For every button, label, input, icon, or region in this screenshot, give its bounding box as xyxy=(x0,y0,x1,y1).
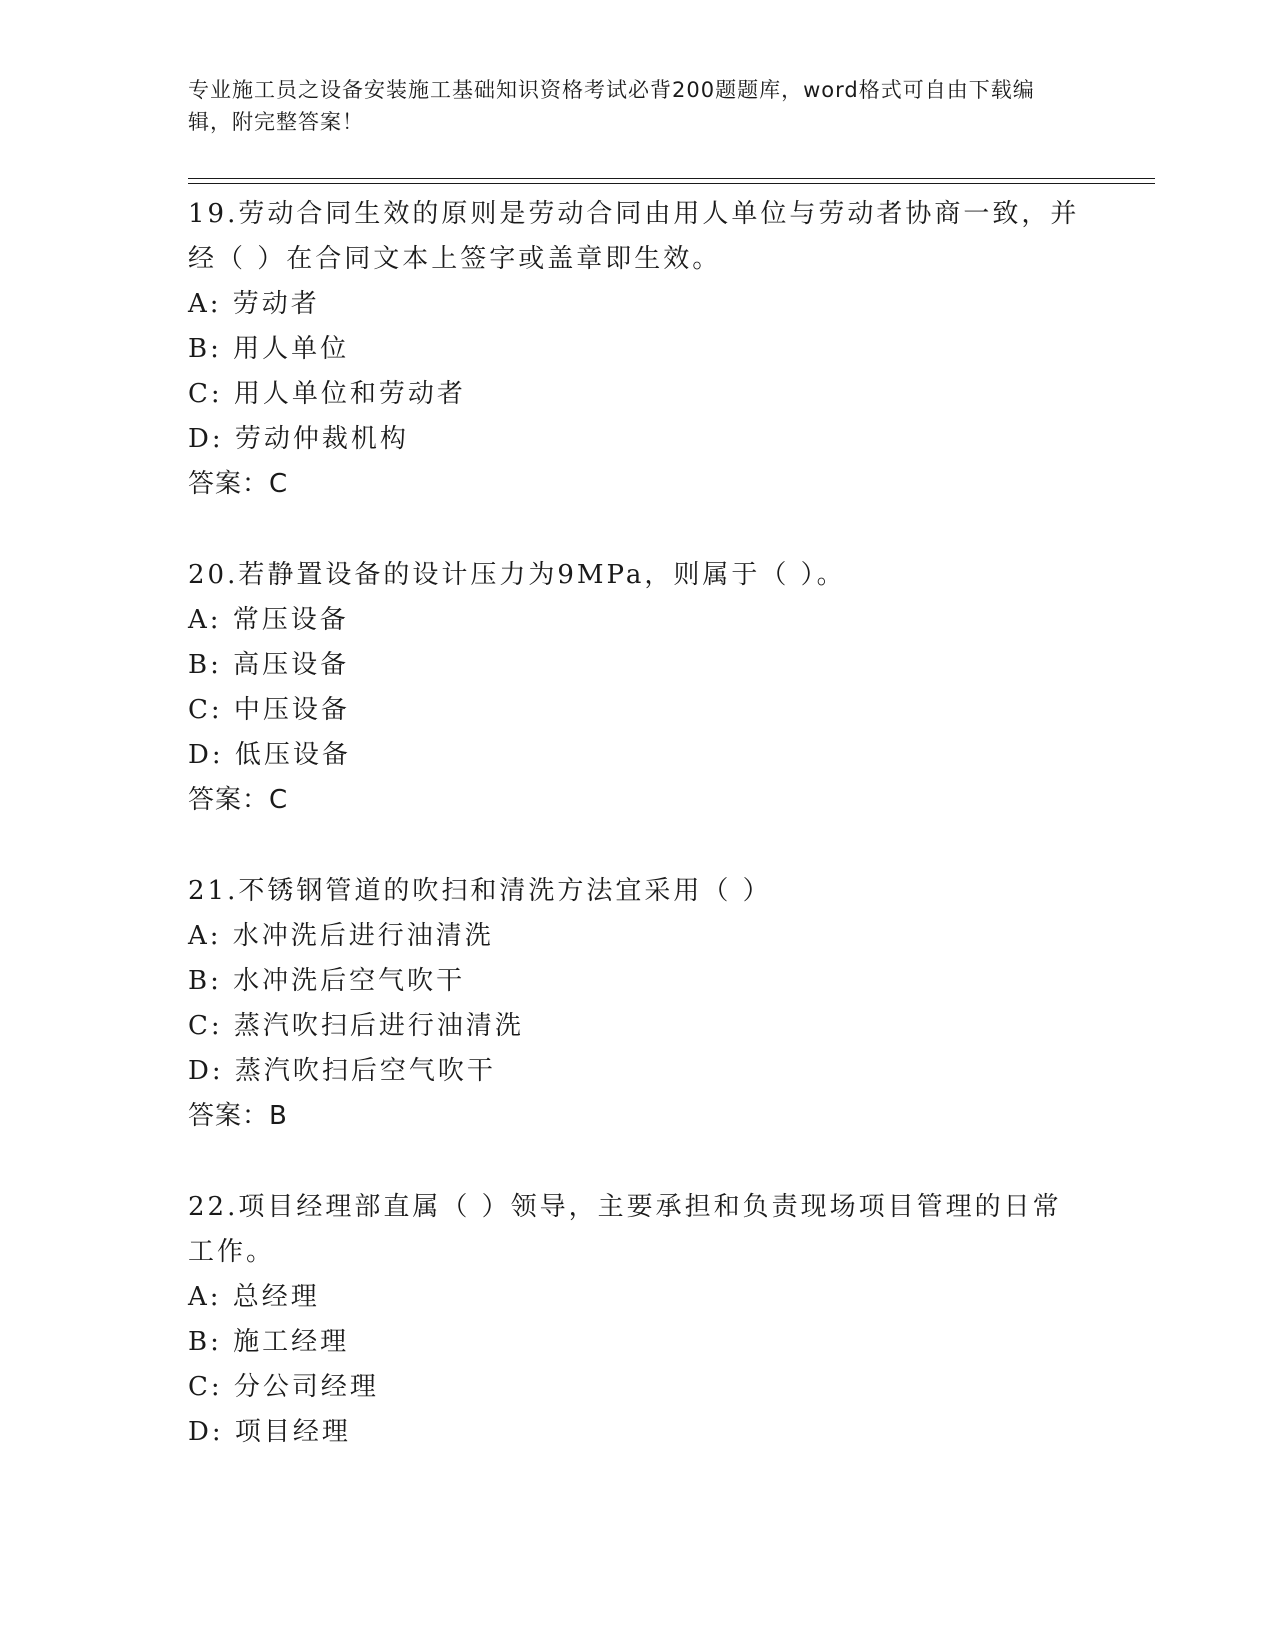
question-list xyxy=(188,192,1088,1501)
option-d: D: 蒸汽吹扫后空气吹干 xyxy=(188,1056,496,1086)
question-21 xyxy=(188,869,1088,1139)
header-divider-bottom xyxy=(188,183,1155,184)
option-b: B: 施工经理 xyxy=(188,1327,350,1357)
question-stem: 21.不锈钢管道的吹扫和清洗方法宜采用（ ） xyxy=(188,876,772,906)
option-c: C: 分公司经理 xyxy=(188,1372,379,1402)
answer-line: 答案：C xyxy=(188,469,289,499)
option-a: A: 水冲洗后进行油清洗 xyxy=(188,921,494,951)
question-20 xyxy=(188,553,1088,823)
option-c: C: 用人单位和劳动者 xyxy=(188,379,466,409)
answer-line: 答案：B xyxy=(188,1101,288,1131)
question-stem: 20.若静置设备的设计压力为9MPa，则属于（ ）。 xyxy=(188,560,846,590)
option-a: A: 总经理 xyxy=(188,1282,320,1312)
option-a: A: 常压设备 xyxy=(188,605,349,635)
option-d: D: 项目经理 xyxy=(188,1417,351,1447)
answer-line: 答案：C xyxy=(188,785,289,815)
document-header: 专业施工员之设备安装施工基础知识资格考试必背200题题库，word格式可自由下载编辑，附完整答案！ xyxy=(188,78,1035,134)
option-d: D: 低压设备 xyxy=(188,740,351,770)
option-c: C: 蒸汽吹扫后进行油清洗 xyxy=(188,1011,524,1041)
option-b: B: 用人单位 xyxy=(188,334,350,364)
question-stem: 19.劳动合同生效的原则是劳动合同由用人单位与劳动者协商一致，并经（ ）在合同文本上签字或盖章即生效。 xyxy=(188,199,1080,274)
option-a: A: 劳动者 xyxy=(188,289,320,319)
header-divider-top xyxy=(188,178,1155,179)
question-22 xyxy=(188,1185,1088,1455)
option-b: B: 水冲洗后空气吹干 xyxy=(188,966,466,996)
option-b: B: 高压设备 xyxy=(188,650,350,680)
question-19 xyxy=(188,192,1088,507)
option-d: D: 劳动仲裁机构 xyxy=(188,424,409,454)
question-stem: 22.项目经理部直属（ ）领导，主要承担和负责现场项目管理的日常工作。 xyxy=(188,1192,1062,1267)
option-c: C: 中压设备 xyxy=(188,695,350,725)
